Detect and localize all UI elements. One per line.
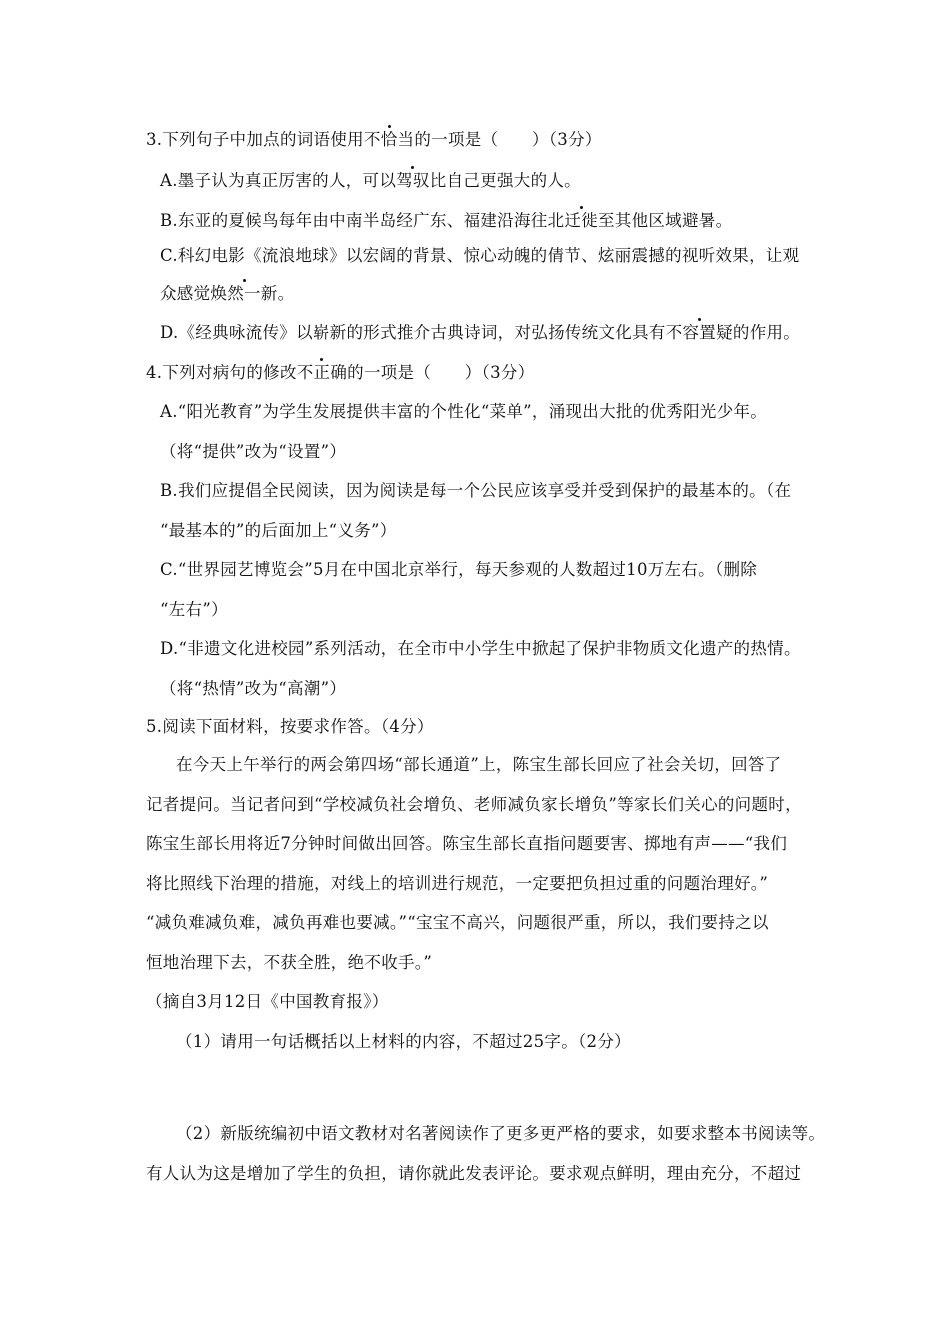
q3-stem-tail: 的一项是（ ）（3分） (414, 130, 602, 149)
q5-passage-line5: “减负难减负难，减负再难也要减。”“宝宝不高兴，问题很严重，所以，我们要持之以 (146, 913, 769, 932)
q3-stem-emphasis: 不恰当 (363, 130, 415, 149)
q4-option-b-line1: B.我们应提倡全民阅读，因为阅读是每一个公民应该享受并受到保护的最基本的。（在 (160, 481, 792, 500)
q3-b-emphasis: 迁徙 (564, 211, 598, 230)
q3-c-emphasis: 焕然一新 (210, 284, 278, 303)
q3-stem (146, 129, 602, 151)
q4-stem (146, 362, 535, 384)
q5-passage-line3: 陈宝生部长用将近7分钟时间做出回答。陈宝生部长直指问题要害、掷地有声——“我们 (146, 834, 788, 853)
q4-stem-tail: 的一项是（ ）（3分） (347, 363, 535, 382)
q3-option-d (160, 322, 800, 344)
q4-option-c-line2: “左右”） (160, 600, 228, 619)
q5-subquestion-2-line1: （2）新版统编初中语文教材对名著阅读作了更多更严格的要求，如要求整本书阅读等。 (176, 1124, 826, 1143)
q5-stem: 5.阅读下面材料，按要求作答。（4分） (146, 717, 434, 736)
q3-b-text: B.东亚的夏候鸟每年由中南半岛经广东、福建沿海往北 (160, 211, 565, 230)
q3-d-tail: 的作用。 (732, 323, 801, 342)
q4-option-a-line2: （将“提供”改为“设置”） (160, 442, 347, 461)
q3-a-tail: 比自己更强大的人。 (429, 171, 581, 190)
q5-passage-line4: 将比照线下治理的措施，对线上的培训进行规范，一定要把负担过重的问题治理好。” (146, 874, 769, 893)
q3-d-emphasis: 不容置疑 (665, 323, 733, 342)
q4-option-b-line2: “最基本的”的后面加上“义务”） (160, 521, 397, 540)
q5-source: （摘自3月12日《中国教育报》） (146, 992, 389, 1011)
q4-option-a-line1: A.“阳光教育”为学生发展提供丰富的个性化“菜单”，涌现出大批的优秀阳光少年。 (160, 402, 768, 421)
q4-option-d-line2: （将“热情”改为“高潮”） (160, 679, 347, 698)
q3-d-text: D.《经典咏流传》以崭新的形式推介古典诗词，对弘扬传统文化具有 (160, 323, 666, 342)
q5-subquestion-2-line2: 有人认为这是增加了学生的负担，请你就此发表评论。要求观点鲜明，理由充分，不超过 (146, 1164, 802, 1183)
q3-option-b (160, 210, 732, 232)
q3-a-emphasis: 驾驭 (396, 171, 430, 190)
q3-option-c-line1: C.科幻电影《流浪地球》以宏阔的背景、惊心动魄的倩节、炫丽震撼的视听效果，让观 (160, 246, 800, 265)
q4-stem-emphasis: 不正确 (296, 363, 348, 382)
q4-option-c-line1: C.“世界园艺博览会”5月在中国北京举行，每天参观的人数超过10万左右。（删除 (160, 560, 758, 579)
q3-c-text: 众感觉 (160, 284, 211, 303)
q3-option-c-line2 (160, 283, 294, 305)
q3-a-text: A.墨子认为真正厉害的人，可以 (160, 171, 397, 190)
q4-option-d-line1: D.“非遗文化进校园”系列活动，在全市中小学生中掀起了保护非物质文化遗产的热情。 (160, 639, 801, 658)
q5-passage-line1: 在今天上午举行的两会第四场“部长通道”上，陈宝生部长回应了社会关切，回答了 (176, 755, 782, 774)
q5-passage-line2: 记者提问。当记者问到“学校减负社会增负、老师减负家长增负”等家长们关心的问题时， (146, 795, 802, 814)
q3-c-tail: 。 (277, 284, 295, 303)
q3-option-a (160, 170, 581, 192)
q3-stem-text: 3.下列句子中加点的词语使用 (146, 130, 364, 149)
q3-b-tail: 至其他区域避暑。 (597, 211, 733, 230)
q5-passage-line6: 恒地治理下去，不获全胜，绝不收手。” (146, 953, 433, 972)
q4-stem-text: 4.下列对病句的修改 (146, 363, 297, 382)
q5-subquestion-1: （1）请用一句话概括以上材料的内容，不超过25字。（2分） (176, 1032, 631, 1051)
